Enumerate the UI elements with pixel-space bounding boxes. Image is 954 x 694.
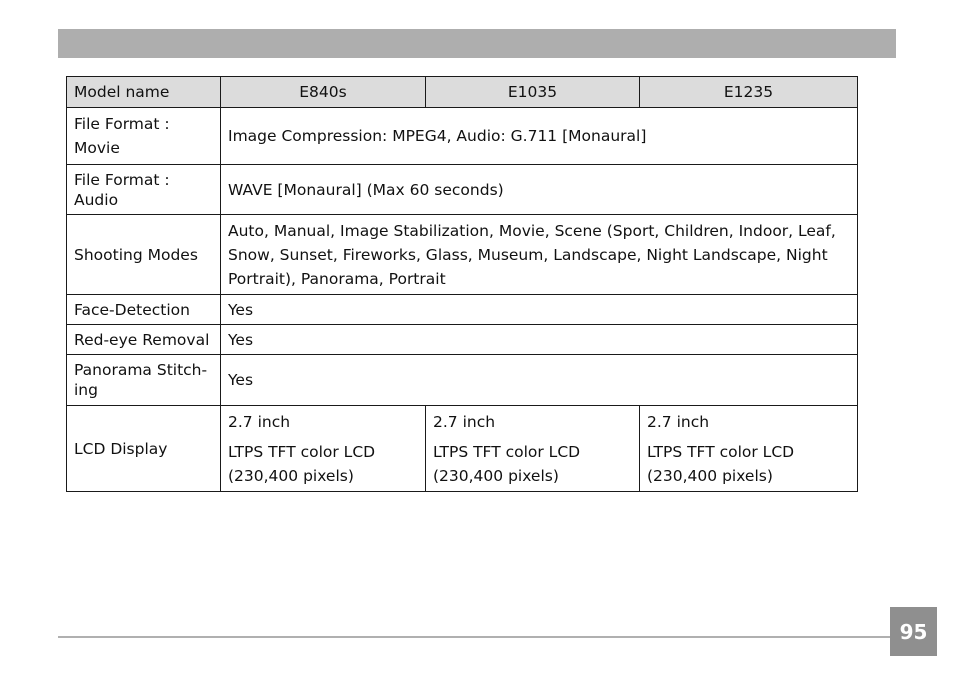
row-lcd-display bbox=[67, 406, 858, 492]
lcd-cell-e840s bbox=[221, 406, 426, 492]
model-e1035: E1035 bbox=[426, 77, 640, 108]
row-red-eye-removal bbox=[67, 325, 858, 355]
row-value: Auto, Manual, Image Stabilization, Movie, Scene (Sport, Children, Indoor, Leaf, Snow, Sunset, Fireworks, Glass, Museum, Landscape, Night Landscape, Night Portrait), Panorama, Portrait bbox=[221, 215, 858, 295]
lcd-panel: LTPS TFT color LCD (230,400 pixels) bbox=[647, 442, 795, 485]
row-panorama-stitching bbox=[67, 355, 858, 406]
lcd-size: 2.7 inch bbox=[647, 412, 710, 431]
lcd-cell-e1035 bbox=[426, 406, 640, 492]
row-label bbox=[67, 108, 221, 165]
top-header-bar bbox=[58, 29, 896, 58]
row-label bbox=[67, 355, 221, 406]
row-file-format-movie bbox=[67, 108, 858, 165]
row-file-format-audio bbox=[67, 165, 858, 215]
lcd-size: 2.7 inch bbox=[433, 412, 496, 431]
row-face-detection bbox=[67, 295, 858, 325]
lcd-panel: LTPS TFT color LCD (230,400 pixels) bbox=[433, 442, 581, 485]
row-label-line: Audio bbox=[74, 190, 119, 209]
lcd-panel: LTPS TFT color LCD (230,400 pixels) bbox=[228, 442, 376, 485]
header-label: Model name bbox=[67, 77, 221, 108]
row-value: Yes bbox=[221, 325, 858, 355]
footer-rule bbox=[58, 636, 890, 638]
row-label: LCD Display bbox=[67, 406, 221, 492]
row-label-line: File Format : bbox=[74, 170, 170, 189]
lcd-cell-e1235 bbox=[640, 406, 858, 492]
page-number: 95 bbox=[890, 607, 937, 656]
row-label: Face-Detection bbox=[67, 295, 221, 325]
model-e840s: E840s bbox=[221, 77, 426, 108]
row-value: WAVE [Monaural] (Max 60 seconds) bbox=[221, 165, 858, 215]
header-row bbox=[67, 77, 858, 108]
row-value: Image Compression: MPEG4, Audio: G.711 [Monaural] bbox=[221, 108, 858, 165]
row-shooting-modes bbox=[67, 215, 858, 295]
row-label-line: Panorama Stitch- bbox=[74, 361, 208, 379]
row-value: Yes bbox=[221, 355, 858, 406]
spec-table bbox=[66, 76, 858, 492]
row-label-line: File Format : bbox=[74, 115, 170, 133]
row-label bbox=[67, 165, 221, 215]
row-label: Shooting Modes bbox=[67, 215, 221, 295]
row-label-line: Movie bbox=[74, 139, 120, 157]
model-e1235: E1235 bbox=[640, 77, 858, 108]
row-value: Yes bbox=[221, 295, 858, 325]
row-label-line: ing bbox=[74, 381, 98, 399]
lcd-size: 2.7 inch bbox=[228, 412, 291, 431]
row-label: Red-eye Removal bbox=[67, 325, 221, 355]
